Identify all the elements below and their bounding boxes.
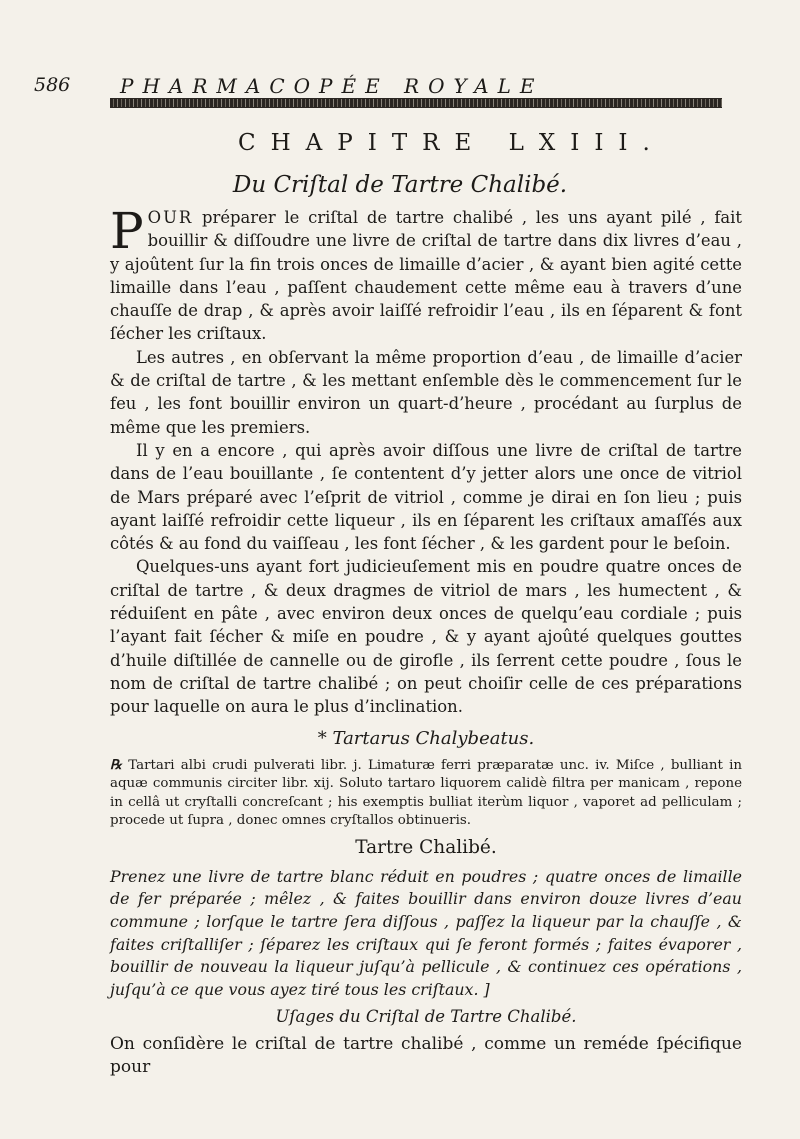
- drop-cap: P: [110, 202, 144, 260]
- recipe-symbol: ℞: [110, 756, 123, 773]
- paragraph-4: Quelques-uns ayant fort judicieuſement mis en poudre quatre onces de criſtal de tartre , & deux dragmes de vitriol de mars , les humectent , & réduiſent en pâte , avec environ deux onces de quelqu’eau cordiale ; puis l’ayant fait ſécher & miſe en poudre , & y ayant ajoûté quelques gouttes d’huile diſtillée de cannelle ou de girofle , ils ſerrent cette poudre , ſous le nom de criſtal de tartre chalibé ; on peut choiſir celle de ces préparations pour laquelle on aura le plus d’inclination.: [110, 557, 742, 717]
- latin-heading: * Tartarus Chalybeatus.: [317, 727, 535, 749]
- latin-recipe-text: Tartari albi crudi pulverati libr. j. Limaturæ ferri præparatæ unc. iv. Miſce , bulliant in aquæ communis circiter libr. xij. Soluto tartaro liquorem calidè filtra per manicam , repone in cellâ ut cryſtalli concreſcant ; his exemptis bulliat iterùm liquor , vaporet ad pelliculam ; procede ut ſupra , donec omnes cryſtallos obtinueris.: [110, 757, 742, 829]
- usage-first-line: On conſidère le criſtal de tartre chalibé , comme un reméde ſpécifique pour: [110, 1033, 742, 1077]
- french-recipe-heading: Tartre Chalibé.: [355, 837, 497, 859]
- page-number: 586: [34, 74, 71, 96]
- paragraph-2: Les autres , en obſervant la même proportion d’eau , de limaille d’acier & de criſtal de tartre , & les mettant enſemble dès le commencement ſur le feu , les font bouillir environ un quart-d’heure , procédant au ſurplus de même que les premiers.: [110, 347, 742, 437]
- paragraph-1-text: préparer le criſtal de tartre chalibé , les uns ayant pilé , fait bouillir & diſſoudre une livre de criſtal de tartre dans dix livres d’eau , y ajoûtent ſur la fin trois onces de limaille d’acier , & ayant bien agité cette limaille dans l’eau , paſſent chaudement cette même eau à travers d’une chauſſe de drap , & après avoir laiſſé refroidir l’eau , ils en ſéparent & font ſécher les criſtaux.: [110, 208, 742, 344]
- french-recipe-text: Prenez une livre de tartre blanc réduit en poudres ; quatre onces de limaille de fer préparée ; mêlez , & faites bouillir dans environ douze livres d’eau commune ; lorſque le tartre ſera diſſous , paſſez la liqueur par la chauſſe , & faites criſtalliſer ; ſéparez les criſtaux qui ſe feront formés ; faites évaporer , bouillir de nouveau la liqueur juſqu’à pellicule , & continuez ces opérations , juſqu’à ce que vous ayez tiré tous les criſtaux. ]: [110, 866, 742, 999]
- chapter-title: CHAPITRE LXIII.: [238, 130, 665, 156]
- body-text: [110, 202, 742, 1079]
- paragraph-3: Il y en a encore , qui après avoir diſſous une livre de criſtal de tartre dans de l’eau bouillante , ſe contentent d’y jetter alors une once de vitriol de Mars préparé avec l’eſprit de vitriol , comme je dirai en ſon lieu ; puis ayant laiſſé refroidir cette liqueur , ils en ſéparent les criſtaux amaſſés aux côtés & au fond du vaiſſeau , les font ſécher , & les gardent pour le beſoin.: [110, 440, 742, 554]
- ornament-band: [110, 98, 722, 108]
- running-title: PHARMACOPÉE ROYALE: [120, 74, 544, 98]
- running-head: [34, 74, 774, 98]
- chapter-subtitle: Du Criſtal de Tartre Chalibé.: [232, 172, 568, 198]
- latin-recipe: [110, 756, 742, 831]
- first-word: OUR: [147, 208, 194, 227]
- paragraph-1: [110, 202, 742, 346]
- usage-heading: Uſages du Criſtal de Tartre Chalibé.: [275, 1007, 577, 1027]
